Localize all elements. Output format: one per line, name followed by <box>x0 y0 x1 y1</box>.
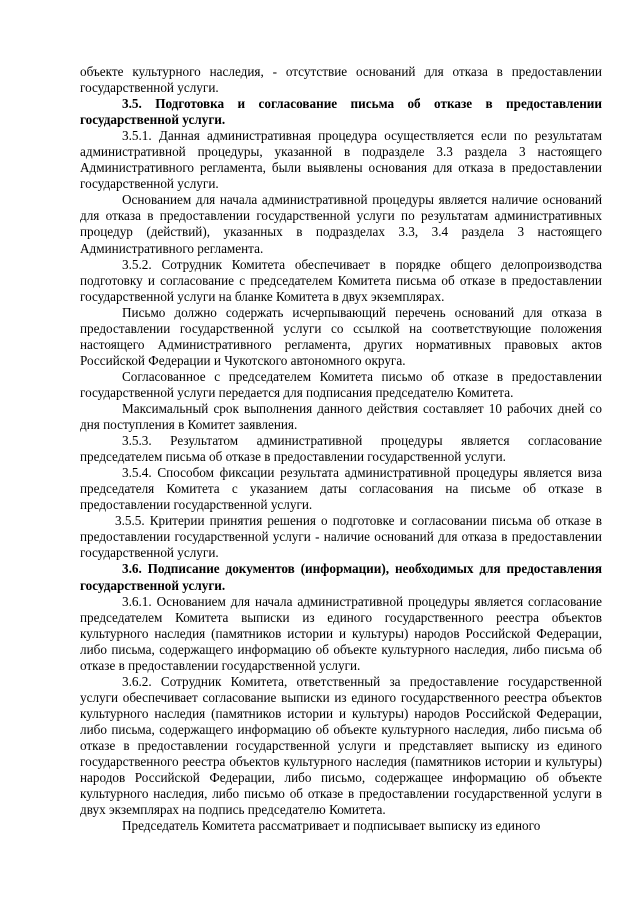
section-heading-3-5: 3.5. Подготовка и согласование письма об отказе в предоставлении государственной услуги. <box>80 96 602 128</box>
paragraph-letter-content: Письмо должно содержать исчерпывающий перечень оснований для отказа в предоставлении государственной услуги со ссылкой на соответствующие положения настоящего Административного регламента, других нормативных правовых актов Российской Федерации и Чукотского автономного округа. <box>80 304 602 368</box>
paragraph-chairman-signs: Председатель Комитета рассматривает и подписывает выписку из единого <box>122 818 541 834</box>
paragraph-3-5-5: 3.5.5. Критерии принятия решения о подготовке и согласовании письма об отказе в предоставлении государственной услуги - наличие оснований для отказа в предоставлении государственной услуги. <box>80 513 602 561</box>
paragraph-3-5-3: 3.5.3. Результатом административной процедуры является согласование председателем письма об отказе в предоставлении государственной услуги. <box>80 433 602 465</box>
paragraph-3-6-2: 3.6.2. Сотрудник Комитета, ответственный за предоставление государственной услуги обеспечивает согласование выписки из единого государственного реестра объектов культурного наследия (памятников истории и культуры) народов Российской Федерации, либо письма, содержащего информацию об объекте культурного наследия, либо письма об отказе в предоставлении государственной услуги и представляет выписку из единого государственного реестра объектов культурного наследия (памятников истории и культуры) народов Российской Федерации, либо письмо, содержащее информацию об объекте культурного наследия, либо письмо об отказе в предоставлении государственной услуги в двух экземплярах на подпись председателю Комитета. <box>80 673 602 818</box>
paragraph-3-5-2: 3.5.2. Сотрудник Комитета обеспечивает в порядке общего делопроизводства подготовку и согласование с председателем Комитета письма об отказе в предоставлении государственной услуги на бланке Комитета в двух экземплярах. <box>80 256 602 304</box>
paragraph-continuation: объекте культурного наследия, - отсутствие оснований для отказа в предоставлении государственной услуги. <box>80 64 602 96</box>
paragraph-3-6-1: 3.6.1. Основанием для начала административной процедуры является согласование председателем Комитета выписки из единого государственного реестра объектов культурного наследия (памятников истории и культуры) народов Российской Федерации, либо письма, содержащего информацию об объекте культурного наследия, либо письма об отказе в предоставлении государственной услуги. <box>80 593 602 673</box>
paragraph-basis: Основанием для начала административной процедуры является наличие оснований для отказа в предоставлении государственной услуги по результатам административных процедур (действий), указанных в подразделах 3.3, 3.4 раздела 3 настоящего Административного регламента. <box>80 192 602 256</box>
paragraph-max-term: Максимальный срок выполнения данного действия составляет 10 рабочих дней со дня поступления в Комитет заявления. <box>80 400 602 433</box>
paragraph-3-5-1: 3.5.1. Данная административная процедура осуществляется если по результатам административной процедуры, указанной в подразделе 3.3 раздела 3 настоящего Административного регламента, были выявлены основания для отказа в предоставлении государственной услуги. <box>80 128 602 192</box>
section-heading-3-6: 3.6. Подписание документов (информации), необходимых для предоставления государственной услуги. <box>80 561 602 593</box>
paragraph-approved-letter: Согласованное с председателем Комитета письмо об отказе в предоставлении государственной услуги передается для подписания председателю Комитета. <box>80 368 602 400</box>
paragraph-3-5-4: 3.5.4. Способом фиксации результата административной процедуры является виза председателя Комитета с указанием даты согласования на письме об отказе в предоставлении государственной услуги. <box>80 465 602 513</box>
